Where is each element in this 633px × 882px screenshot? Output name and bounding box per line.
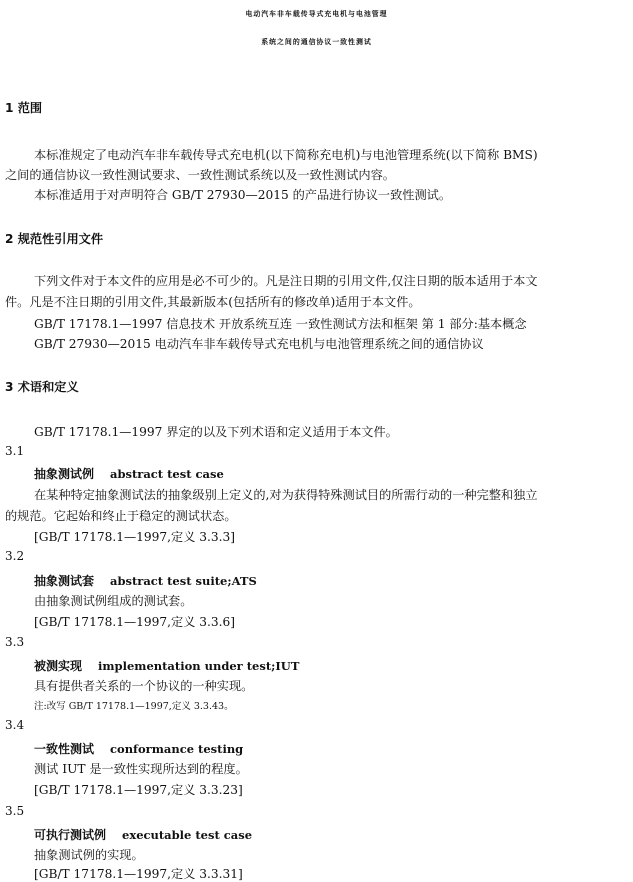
term-english: abstract test suite;ATS <box>110 574 257 588</box>
term-definition-line-1: 抽象测试例的实现。 <box>34 848 144 862</box>
term-number: 3.5 <box>5 804 25 818</box>
term-english: implementation under test;IUT <box>98 659 300 673</box>
term-number: 3.3 <box>5 635 25 649</box>
term-chinese: 可执行测试例 <box>34 828 107 842</box>
term-english: conformance testing <box>110 742 244 756</box>
term-heading <box>34 655 299 674</box>
term-definition-line-1: 在某种特定抽象测试法的抽象级别上定义的,对为获得特殊测试目的所需行动的一种完整和独立 <box>34 488 538 502</box>
section-1-para-1-line-1: 本标准规定了电动汽车非车载传导式充电机(以下简称充电机)与电池管理系统(以下简称 BMS) <box>34 148 538 162</box>
term-heading <box>34 738 243 757</box>
term-chinese: 一致性测试 <box>34 742 95 756</box>
term-definition-line-2: 的规范。它起始和终止于稳定的测试状态。 <box>5 509 237 523</box>
term-heading <box>34 463 224 482</box>
section-1-heading: 1 范围 <box>5 101 43 115</box>
term-number: 3.4 <box>5 718 25 732</box>
term-chinese: 被测实现 <box>34 659 83 673</box>
term-chinese: 抽象测试例 <box>34 467 95 481</box>
section-3-intro: GB/T 17178.1—1997 界定的以及下列术语和定义适用于本文件。 <box>34 425 398 439</box>
term-heading <box>34 824 252 843</box>
term-source: [GB/T 17178.1—1997,定义 3.3.3] <box>34 530 236 544</box>
term-chinese: 抽象测试套 <box>34 574 95 588</box>
normative-reference-2: GB/T 27930—2015 电动汽车非车载传导式充电机与电池管理系统之间的通信协议 <box>34 337 484 351</box>
term-source: [GB/T 17178.1—1997,定义 3.3.31] <box>34 867 243 881</box>
term-heading <box>34 570 257 589</box>
section-1-para-2: 本标准适用于对声明符合 GB/T 27930—2015 的产品进行协议一致性测试。 <box>34 188 452 202</box>
term-english: abstract test case <box>110 467 224 481</box>
section-1-para-1-line-2: 之间的通信协议一致性测试要求、一致性测试系统以及一致性测试内容。 <box>5 168 395 182</box>
term-definition-line-1: 具有提供者关系的一个协议的一种实现。 <box>34 679 254 693</box>
section-2-heading: 2 规范性引用文件 <box>5 232 104 246</box>
term-definition-line-1: 由抽象测试例组成的测试套。 <box>34 594 193 608</box>
term-note: 注:改写 GB/T 17178.1—1997,定义 3.3.43。 <box>34 701 234 712</box>
term-definition-line-1: 测试 IUT 是一致性实现所达到的程度。 <box>34 762 248 776</box>
term-source: [GB/T 17178.1—1997,定义 3.3.6] <box>34 615 236 629</box>
term-number: 3.1 <box>5 444 25 458</box>
section-3-heading: 3 术语和定义 <box>5 380 79 394</box>
title-line-2: 系统之间的通信协议一致性测试 <box>261 38 372 46</box>
normative-reference-1: GB/T 17178.1—1997 信息技术 开放系统互连 一致性测试方法和框架 第 1 部分:基本概念 <box>34 317 527 331</box>
term-english: executable test case <box>122 828 253 842</box>
section-2-para-1-line-2: 件。凡是不注日期的引用文件,其最新版本(包括所有的修改单)适用于本文件。 <box>5 295 421 309</box>
term-number: 3.2 <box>5 549 25 563</box>
section-2-para-1-line-1: 下列文件对于本文件的应用是必不可少的。凡是注日期的引用文件,仅注日期的版本适用于本文 <box>34 274 538 288</box>
title-line-1: 电动汽车非车载传导式充电机与电池管理 <box>245 10 388 18</box>
term-source: [GB/T 17178.1—1997,定义 3.3.23] <box>34 783 243 797</box>
